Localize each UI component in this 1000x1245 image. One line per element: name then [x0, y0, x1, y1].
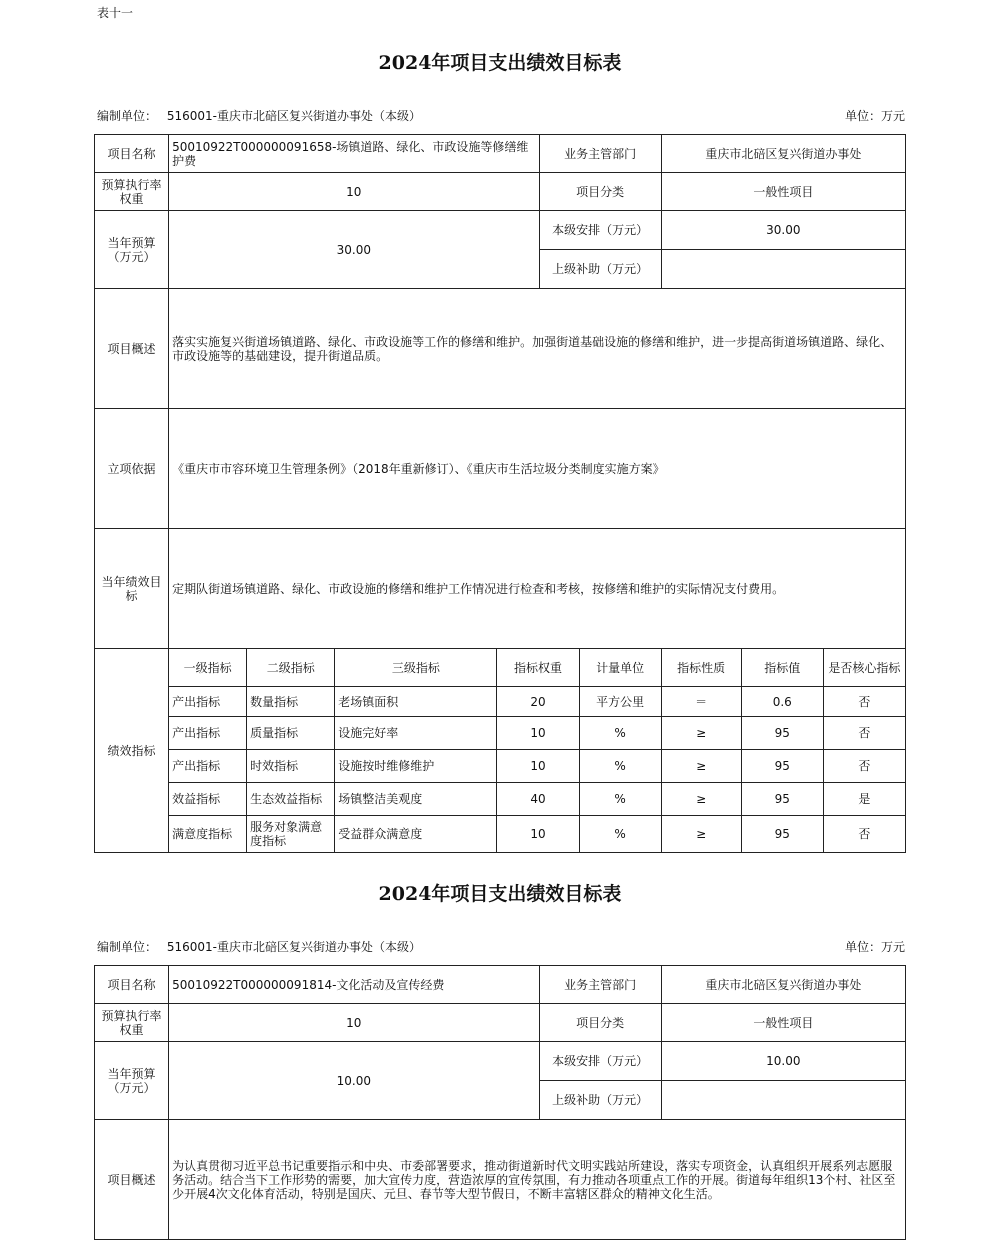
cell-level1: 产出指标 — [169, 687, 247, 717]
budget-label: 当年预算（万元） — [95, 211, 169, 289]
table-row — [95, 687, 906, 717]
local-budget-value: 10.00 — [661, 1042, 905, 1081]
upper-subsidy-label: 上级补助（万元） — [539, 1081, 661, 1120]
basis-label: 立项依据 — [95, 409, 169, 529]
cell-level1: 产出指标 — [169, 750, 247, 783]
page-title: 2024年项目支出绩效目标表 — [378, 52, 622, 74]
weight-value: 10 — [169, 173, 539, 211]
weight-label: 预算执行率权重 — [95, 173, 169, 211]
cell-core: 否 — [823, 687, 905, 717]
cell-nature: ≥ — [661, 717, 741, 750]
header-level2: 二级指标 — [247, 649, 335, 687]
weight-label: 预算执行率权重 — [95, 1004, 169, 1042]
cell-unit: % — [579, 717, 661, 750]
cell-level2: 生态效益指标 — [247, 783, 335, 816]
table-row — [95, 750, 906, 783]
cell-level3: 老场镇面积 — [335, 687, 497, 717]
cell-level3: 受益群众满意度 — [335, 816, 497, 853]
cell-weight: 20 — [497, 687, 579, 717]
dept-label: 业务主管部门 — [539, 966, 661, 1004]
upper-subsidy-label: 上级补助（万元） — [539, 250, 661, 289]
category-value: 一般性项目 — [661, 1004, 905, 1042]
cell-level3: 场镇整洁美观度 — [335, 783, 497, 816]
cell-unit: 平方公里 — [579, 687, 661, 717]
cell-nature: ≥ — [661, 816, 741, 853]
perf-label: 绩效指标 — [95, 649, 169, 853]
project-name-value: 50010922T000000091814-文化活动及宣传经费 — [169, 966, 539, 1004]
currency-unit: 单位：万元 — [844, 109, 905, 123]
cell-value: 95 — [741, 750, 823, 783]
cell-level3: 设施完好率 — [335, 717, 497, 750]
header-level3: 三级指标 — [335, 649, 497, 687]
performance-table-2 — [94, 965, 906, 1240]
budget-value: 30.00 — [169, 211, 539, 289]
upper-subsidy-value — [661, 250, 905, 289]
cell-nature: ＝ — [661, 687, 741, 717]
header-unit: 计量单位 — [579, 649, 661, 687]
cell-level2: 服务对象满意度指标 — [247, 816, 335, 853]
unit-label: 编制单位： — [97, 940, 158, 954]
header-level1: 一级指标 — [169, 649, 247, 687]
performance-table-1 — [94, 134, 906, 853]
category-label: 项目分类 — [539, 1004, 661, 1042]
table-row — [95, 717, 906, 750]
cell-level3: 设施按时维修维护 — [335, 750, 497, 783]
cell-weight: 10 — [497, 717, 579, 750]
table-row — [95, 816, 906, 853]
overview-label: 项目概述 — [95, 289, 169, 409]
header-weight: 指标权重 — [497, 649, 579, 687]
cell-level2: 时效指标 — [247, 750, 335, 783]
cell-nature: ≥ — [661, 750, 741, 783]
cell-value: 95 — [741, 816, 823, 853]
cell-level2: 质量指标 — [247, 717, 335, 750]
cell-level1: 效益指标 — [169, 783, 247, 816]
currency-unit: 单位：万元 — [844, 940, 905, 954]
cell-core: 否 — [823, 816, 905, 853]
overview-label: 项目概述 — [95, 1120, 169, 1240]
cell-value: 95 — [741, 783, 823, 816]
budget-label: 当年预算（万元） — [95, 1042, 169, 1120]
cell-weight: 40 — [497, 783, 579, 816]
table-index-label: 表十一 — [97, 6, 134, 20]
budget-value: 10.00 — [169, 1042, 539, 1120]
category-label: 项目分类 — [539, 173, 661, 211]
unit-value: 516001-重庆市北碚区复兴街道办事处（本级） — [166, 109, 421, 123]
cell-weight: 10 — [497, 750, 579, 783]
header-nature: 指标性质 — [661, 649, 741, 687]
goal-text: 定期队街道场镇道路、绿化、市政设施的修缮和维护工作情况进行检查和考核，按修缮和维护的实际情况支付费用。 — [169, 529, 906, 649]
local-budget-value: 30.00 — [661, 211, 905, 250]
basis-text: 《重庆市市容环境卫生管理条例》（2018年重新修订）、《重庆市生活垃圾分类制度实施方案》 — [169, 409, 906, 529]
local-budget-label: 本级安排（万元） — [539, 1042, 661, 1081]
cell-level2: 数量指标 — [247, 687, 335, 717]
local-budget-label: 本级安排（万元） — [539, 211, 661, 250]
dept-value: 重庆市北碚区复兴街道办事处 — [661, 135, 905, 173]
cell-unit: % — [579, 750, 661, 783]
cell-value: 95 — [741, 717, 823, 750]
project-name-value: 50010922T000000091658-场镇道路、绿化、市政设施等修缮维护费 — [169, 135, 539, 173]
header-value: 指标值 — [741, 649, 823, 687]
cell-level1: 产出指标 — [169, 717, 247, 750]
project-name-label: 项目名称 — [95, 966, 169, 1004]
dept-value: 重庆市北碚区复兴街道办事处 — [661, 966, 905, 1004]
overview-text: 为认真贯彻习近平总书记重要指示和中央、市委部署要求，推动街道新时代文明实践站所建设，落实专项资金，认真组织开展系列志愿服务活动。结合当下工作形势的需要，加大宣传力度，营造浓厚的宣传氛围，有力推动各项重点工作的开展。街道每年组织13个村、社区至少开展4次文化体育活动，特别是国庆、元旦、春节等大型节假日，不断丰富辖区群众的精神文化生活。 — [169, 1120, 906, 1240]
cell-core: 是 — [823, 783, 905, 816]
page-title-2: 2024年项目支出绩效目标表 — [378, 883, 622, 905]
header-core: 是否核心指标 — [823, 649, 905, 687]
cell-level1: 满意度指标 — [169, 816, 247, 853]
dept-label: 业务主管部门 — [539, 135, 661, 173]
project-name-label: 项目名称 — [95, 135, 169, 173]
cell-core: 否 — [823, 750, 905, 783]
unit-label: 编制单位： — [97, 109, 158, 123]
cell-unit: % — [579, 783, 661, 816]
meta-line — [97, 107, 905, 124]
goal-label: 当年绩效目标 — [95, 529, 169, 649]
cell-nature: ≥ — [661, 783, 741, 816]
cell-core: 否 — [823, 717, 905, 750]
upper-subsidy-value — [661, 1081, 905, 1120]
meta-line-2 — [97, 938, 905, 955]
category-value: 一般性项目 — [661, 173, 905, 211]
overview-text: 落实实施复兴街道场镇道路、绿化、市政设施等工作的修缮和维护。加强街道基础设施的修缮和维护，进一步提高街道场镇道路、绿化、市政设施等的基础建设，提升街道品质。 — [169, 289, 906, 409]
cell-weight: 10 — [497, 816, 579, 853]
table-row — [95, 783, 906, 816]
weight-value: 10 — [169, 1004, 539, 1042]
cell-unit: % — [579, 816, 661, 853]
unit-value: 516001-重庆市北碚区复兴街道办事处（本级） — [166, 940, 421, 954]
cell-value: 0.6 — [741, 687, 823, 717]
